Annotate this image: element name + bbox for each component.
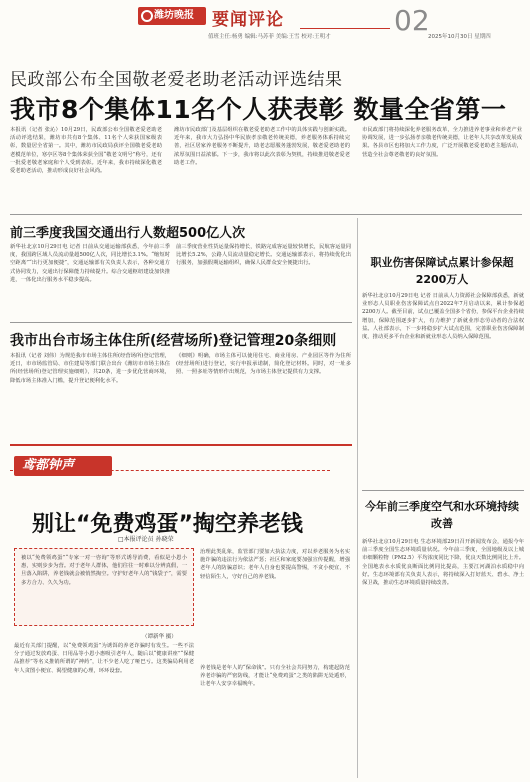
market-headline: 我市出台市场主体住所(经营场所)登记管理20条细则 bbox=[10, 333, 337, 349]
market-col-1: 本报讯（记者 刘伟）为规范我市市场主体住所(经营场所)登记管理，近日，市市场监管局、市住建局等部门联合出台《潍坊市市场主体住所(经营场所)登记管理实施细则》，共20条，进一步优化营商环境，降低市场主体准入门槛，提升登记便利化水平。 bbox=[10, 353, 170, 384]
opinion-title: 别让“免费鸡蛋”掏空养老钱 bbox=[32, 512, 303, 537]
section-title: 要闻评论 bbox=[212, 10, 284, 30]
editor-credits: 值班主任:杨勇 编辑:马苏菲 美编:王雪 校对:王明才 bbox=[208, 34, 331, 40]
lead-col-1: 本报讯（记者 张沁）10月29日，民政部公布全国敬老爱老助老活动评选结果，潍坊市共有8个集体、11名个人荣获国家级表彰，数量居全省第一。其中，潍坊市民政局获评全国敬老爱老助老模范单位，寒亭区等8个集体荣获全国“敬老文明号”称号，还有一批爱老敬老家庭和个人受到表彰。近年来，我市持续深化敬老爱老助老活动，推动形成良好社会风尚。 bbox=[10, 127, 162, 175]
traffic-col-2: 前三季度营业性货运量保持增长，铁路完成客运量较快增长，民航客运量同比增长5.2%，公路人员流动量稳定增长。交通运输部表示，将持续优化出行服务，加强假期运输组织，确保人民群众安全便捷出行。 bbox=[176, 244, 351, 267]
air-headline: 今年前三季度空气和水环境持续改善 bbox=[365, 500, 519, 530]
logo-mark-icon bbox=[141, 10, 153, 22]
divider bbox=[10, 214, 522, 215]
air-body: 新华社北京10月29日电 生态环境部29日召开新闻发布会，通报今年前三季度全国生态环境质量状况。今年前三季度，全国地级及以上城市细颗粒物（PM2.5）平均浓度同比下降，优良天数比例同比上升。全国地表水水质优良断面比例同比提高，主要江河湖泊水质稳中向好。生态环境部有关负责人表示，将持续深入打好蓝天、碧水、净土保卫战，推动生态环境质量持续改善。 bbox=[362, 539, 524, 587]
lead-kicker: 民政部公布全国敬老爱老助老活动评选结果 bbox=[10, 70, 343, 90]
masthead-divider bbox=[300, 28, 390, 29]
summary-signature: （谭新华 摄） bbox=[142, 634, 177, 640]
column-divider bbox=[357, 218, 358, 778]
column-name: 鸢都钟声 bbox=[22, 458, 75, 473]
opinion-body-1: 最近有关部门提醒，以“免费领鸡蛋”为诱饵的养老诈骗时有发生。一些不法分子通过发放鸡蛋、日用品等小恩小惠吸引老年人，随后以“健康讲座”“保健品推荐”等名义推销所谓的“神药”，让不少老人吃了哑巴亏。这类骗局利用老年人贪图小便宜、渴望健康的心理，环环设套。 bbox=[14, 643, 194, 674]
opinion-body-2: 治理此类乱象，监管部门要加大执法力度，对以养老服务为名实施诈骗的违法行为依法严惩；社区和家庭要加强宣传提醒，增强老年人的防骗意识；老年人自身也要提高警惕，不贪小便宜，不轻信陌生人，守好自己的养老钱。 bbox=[200, 549, 350, 580]
lead-col-3: 市民政部门将持续深化养老服务改革，全力推进养老事业和养老产业协调发展，进一步弘扬孝亲敬老传统美德，让老年人共享改革发展成果。各县市区也将加大工作力度，广泛开展敬老爱老助老主题活动，营造全社会尊老敬老的良好氛围。 bbox=[362, 127, 522, 158]
issue-date: 2025年10月30日 星期四 bbox=[428, 34, 491, 40]
logo-text: 潍坊晚报 bbox=[154, 10, 194, 21]
banner-rule bbox=[10, 470, 330, 471]
page-number: 02 bbox=[394, 4, 430, 37]
jobs-body: 新华社北京10月29日电 记者 日前从人力资源社会保障部获悉，新就业形态人员职业伤害保障试点自2022年7月启动以来，累计参保超2200万人。截至目前，试点已覆盖全国多个省份，参保平台企业持续增加，保障范围逐步扩大，有力维护了新就业形态劳动者的合法权益。人社部表示，下一步将稳步扩大试点范围，完善职业伤害保障制度，推动更多平台企业和新就业形态人员纳入保障范围。 bbox=[362, 293, 524, 341]
traffic-headline: 前三季度我国交通出行人数超500亿人次 bbox=[10, 226, 246, 241]
market-col-2: 《细则》明确，市场主体可以使用住宅、商业用房、产业园区等作为住所(经营场所)进行登记，实行申报承诺制，简化登记材料。同时，对一址多照、一照多址等情形作出规范，为市场主体登记提供有力支撑。 bbox=[176, 353, 351, 376]
divider bbox=[10, 322, 352, 323]
divider bbox=[362, 490, 524, 491]
lead-headline: 我市8个集体11名个人获表彰 数量全省第一 bbox=[10, 95, 507, 124]
opinion-summary-text: 被以“免费领鸡蛋”“专家一对一咨询”等形式诱导消费，看似是小恩小惠，实则步步为营。对于老年人群体，他们往往一时难以分辨真假，一旦落入陷阱，养老钱就会被悄然掏空。守护好老年人的“钱袋子”，需要多方合力、久久为功。 bbox=[21, 555, 187, 586]
opinion-byline: □本报评论员 孙晓荣 bbox=[118, 536, 174, 543]
newspaper-logo bbox=[138, 7, 206, 25]
opinion-summary-box bbox=[14, 548, 194, 626]
lead-col-2: 潍坊市民政部门及基层组织在敬老爱老助老工作中的具体实践与创新实践。近年来，我市大力弘扬中华民族孝亲敬老传统美德，养老服务体系持续完善，社区居家养老服务不断提升，助老志愿服务蓬勃发展，敬老爱老助老的浓厚氛围日益浓郁。下一步，我市将以此次表彰为契机，持续推进敬老爱老助老工作。 bbox=[174, 127, 350, 166]
opinion-top-rule bbox=[10, 444, 352, 446]
jobs-headline: 职业伤害保障试点累计参保超2200万人 bbox=[370, 256, 514, 286]
opinion-body-3: 养老钱是老年人的“保命钱”。只有全社会共同努力，构建起防范养老诈骗的严密防线，才能让“免费鸡蛋”之类的陷阱无处遁形，让老年人安享幸福晚年。 bbox=[200, 665, 350, 688]
traffic-col-1: 新华社北京10月29日电 记者 日前从交通运输部获悉，今年前三季度，我国跨区域人员流动量超500亿人次，同比增长3.1%。“缩短时空距离”“出行更加便捷”，交通运输部有关负责人表示，各种交通方式协同发力，交通出行保障能力持续提升。综合交通枢纽建设加快推进，一体化出行服务水平稳步提高。 bbox=[10, 244, 170, 283]
